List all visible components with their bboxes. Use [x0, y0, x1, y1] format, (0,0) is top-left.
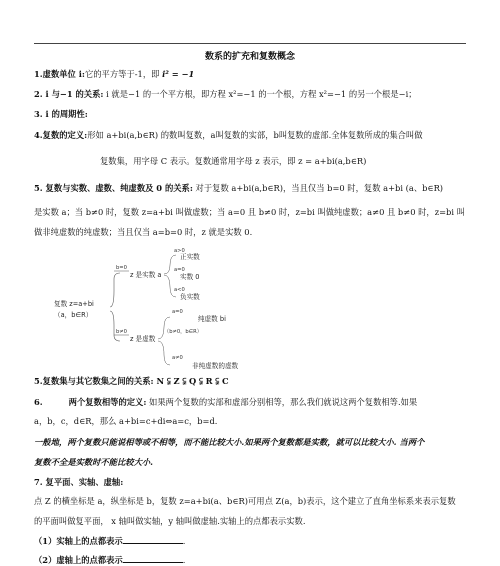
answer-blank-1[interactable] — [123, 535, 183, 544]
item-3: 3. i 的周期性: — [34, 109, 88, 119]
item-1-formula: i² = −1 — [162, 69, 195, 79]
cond-a-zero: a=0 — [174, 267, 185, 273]
brace-lower — [110, 311, 120, 341]
brace-upper — [110, 273, 120, 307]
negative-real: 负实数 — [180, 293, 200, 301]
page-title: 数系的扩充和复数概念 — [204, 52, 295, 62]
item-1 — [34, 69, 466, 80]
positive-real: 正实数 — [180, 253, 200, 261]
item-5-label: 5. 复数与实数、虚数、纯虚数及 0 的关系: — [34, 183, 193, 193]
answer-blank-2[interactable] — [123, 554, 183, 563]
item-2-text: i 就是−1 的一个平方根，即方程 x²=−1 的一个根，方程 x²=−1 的另一个根是−i； — [103, 89, 417, 99]
item-6-note: 一般地，两个复数只能说相等或不相等，而不能比较大小.如果两个复数都是实数，就可以比较大小. 当两个 — [34, 437, 425, 447]
cond-b-nonzero: b≠0 — [116, 329, 127, 335]
item-4-label: 4.复数的定义: — [34, 130, 88, 140]
item-2 — [34, 89, 466, 100]
item-4-cont: 复数集，用字母 C 表示。复数通常用字母 z 表示，即 z = a+bi(a,b∈R) — [100, 156, 367, 166]
item-5b-label: 5.复数集与其它数集之间的关系: — [34, 376, 154, 386]
item-5-text: 对于复数 a+bi(a,b∈R)，当且仅当 b=0 时，复数 a+bi (a、b∈R) — [192, 183, 444, 193]
cond-a-neg: a<0 — [174, 287, 185, 293]
item-5b-chain: N ⫋ Z ⫋ Q ⫋ R ⫋ C — [153, 376, 229, 386]
diagram-root-2: （a，b∈R） — [54, 311, 93, 319]
cond-re-zero: a=0 — [172, 309, 183, 315]
item-6-label: 两个复数相等的定义: — [68, 397, 147, 407]
non-pure-imaginary: 非纯虚数的虚数 — [192, 362, 239, 370]
imaginary-number: z 是虚数 — [130, 335, 156, 343]
item-2-label: 2. i 与−1 的关系: — [34, 89, 104, 99]
item-5b — [34, 376, 466, 387]
real-number: z 是实数 a — [130, 271, 162, 279]
pure-imaginary: 纯虚数 bi — [198, 315, 226, 323]
item-7-q2-label: （2）虚轴上的点都表示 — [34, 555, 123, 565]
item-7: 7. 复平面、实轴、虚轴: — [34, 477, 124, 487]
item-1-text: 它的平方等于-1，即 — [84, 69, 163, 79]
header-rule — [34, 43, 466, 44]
item-6-text: 如果两个复数的实部和虚部分别相等，那么我们就说这两个复数相等.如果 — [146, 397, 418, 407]
item-4-text: 形如 a+bi(a,b∈R) 的数叫复数，a叫复数的实部，b叫复数的虚部.全体复数所成的集合叫做 — [87, 130, 423, 140]
item-5-cont1: 是实数 a；当 b≠0 时，复数 z=a+bi 叫做虚数；当 a=0 且 b≠0 时，z=bi 叫做纯虚数；a≠0 且 b≠0 时，z=bi 叫 — [34, 207, 465, 217]
item-6-note-cont: 复数不全是实数时不能比较大小. — [34, 457, 154, 467]
item-6-num: 6. — [34, 397, 43, 407]
item-1-label: 1.虚数单位 i: — [34, 69, 85, 79]
diagram-root-1: 复数 z=a+bi — [54, 300, 94, 308]
item-4 — [34, 130, 466, 141]
classification-diagram — [52, 248, 302, 381]
item-6-cont: a，b，c，d∈R，那么 a+bi=c+di⇔a=c，b=d. — [34, 416, 218, 426]
item-5 — [34, 183, 466, 194]
cond-re-nonzero: a≠0 — [172, 355, 183, 361]
cond-a-pos: a>0 — [174, 248, 185, 254]
item-6 — [34, 397, 466, 408]
item-7-q1: （1）实轴上的点都表示 . — [34, 536, 186, 546]
item-7-q2: （2）虚轴上的点都表示 . — [34, 555, 186, 565]
real-zero: 实数 0 — [180, 273, 200, 281]
item-7-cont: 的平面叫做复平面， x 轴叫做实轴，y 轴叫做虚轴.实轴上的点都表示实数. — [34, 516, 306, 526]
item-7-text: 点 Z 的横坐标是 a，纵坐标是 b，复数 z=a+bi(a、b∈R)可用点 Z(a，b)表示，这个建立了直角坐标系来表示复数 — [34, 496, 456, 506]
cond-b-zero: b=0 — [116, 265, 127, 271]
item-7-q1-label: （1）实轴上的点都表示 — [34, 536, 123, 546]
item-5-cont2: 做非纯虚数的纯虚数；当且仅当 a=b=0 时，z 就是实数 0. — [34, 227, 253, 237]
cond-b-range: （b≠0，b∈R） — [164, 329, 202, 335]
